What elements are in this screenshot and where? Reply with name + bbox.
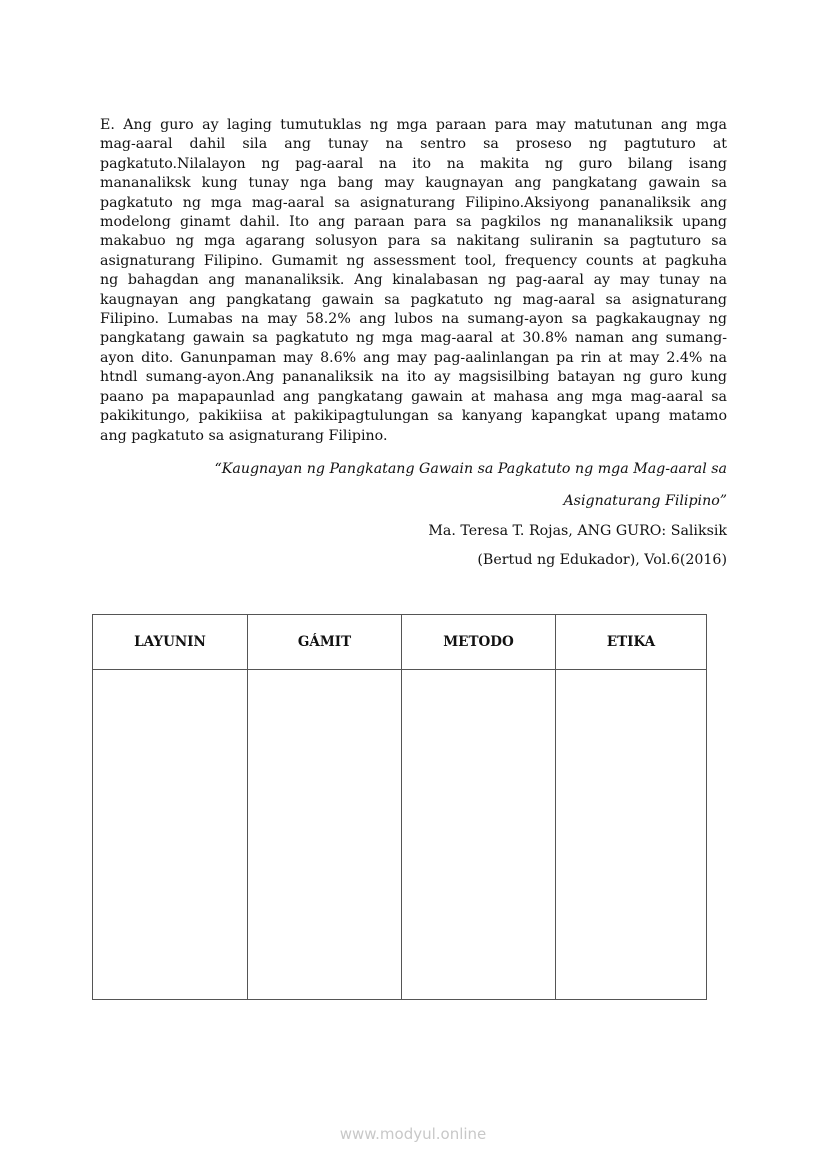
paragraph-line: ng bahagdan ang mananaliksik. Ang kinalabasan ng pag-aaral ay may tunay na bbox=[100, 272, 727, 289]
abstract-paragraph bbox=[100, 116, 727, 446]
worksheet-table bbox=[92, 614, 707, 1000]
paragraph-line: asignaturang Filipino. Gumamit ng assessment tool, frequency counts at pagkuha bbox=[100, 252, 727, 269]
citation-title-line2: Asignaturang Filipino” bbox=[563, 493, 727, 509]
paragraph-line: makabuo ng mga agarang solusyon para sa nakitang suliranin sa pagtuturo sa bbox=[100, 233, 727, 250]
cell-etika[interactable] bbox=[556, 670, 707, 1000]
citation-title-line1: “Kaugnayan ng Pangkatang Gawain sa Pagkatuto ng mga Mag-aaral sa bbox=[214, 461, 727, 477]
header-layunin: LAYUNIN bbox=[93, 615, 248, 670]
paragraph-line: E. Ang guro ay laging tumutuklas ng mga paraan para may matutunan ang mga bbox=[100, 117, 727, 133]
watermark: www.modyul.online bbox=[339, 1125, 487, 1143]
header-metodo: METODO bbox=[402, 615, 556, 670]
table-row bbox=[93, 670, 707, 1000]
paragraph-line: Filipino. Lumabas na may 58.2% ang lubos na sumang-ayon sa pagkakaugnay ng bbox=[100, 311, 727, 328]
paragraph-line: ang pagkatuto sa asignaturang Filipino. bbox=[100, 427, 388, 444]
header-etika: ETIKA bbox=[556, 615, 707, 670]
paragraph-line: ayon dito. Ganunpaman may 8.6% ang may pag-aalinlangan pa rin at may 2.4% na bbox=[100, 349, 727, 366]
paragraph-line: modelong ginamt dahil. Ito ang paraan para sa pagkilos ng mananaliksik upang bbox=[100, 214, 727, 231]
header-gamit: GÁMIT bbox=[248, 615, 402, 670]
cell-metodo[interactable] bbox=[402, 670, 556, 1000]
table-header-row bbox=[93, 615, 707, 670]
paragraph-line: pagkatuto.Nilalayon ng pag-aaral na ito na makita ng guro bilang isang bbox=[100, 155, 727, 172]
paragraph-line: mag-aaral dahil sila ang tunay na sentro sa proseso ng pagtuturo at bbox=[100, 136, 727, 153]
paragraph-line: pangkatang gawain sa pagkatuto ng mga mag-aaral at 30.8% naman ang sumang- bbox=[100, 330, 727, 347]
paragraph-line: pagkatuto ng mga mag-aaral sa asignaturang Filipino.Aksiyong pananaliksik ang bbox=[100, 194, 727, 211]
citation-source: (Bertud ng Edukador), Vol.6(2016) bbox=[477, 552, 727, 568]
paragraph-line: htndl sumang-ayon.Ang pananaliksik na ito ay magsisilbing batayan ng guro kung bbox=[100, 369, 727, 386]
citation-author: Ma. Teresa T. Rojas, ANG GURO: Saliksik bbox=[428, 523, 727, 539]
cell-layunin[interactable] bbox=[93, 670, 248, 1000]
paragraph-line: kaugnayan ang pangkatang gawain sa pagkatuto ng mag-aaral sa asignaturang bbox=[100, 291, 727, 308]
paragraph-line: pakikitungo, pakikiisa at pakikipagtulungan sa kanyang kapangkat upang matamo bbox=[100, 408, 727, 425]
paragraph-line: mananaliksk kung tunay nga bang may kaugnayan ang pangkatang gawain sa bbox=[100, 175, 727, 192]
paragraph-line: paano pa mapapaunlad ang pangkatang gawain at mahasa ang mga mag-aaral sa bbox=[100, 388, 727, 405]
cell-gamit[interactable] bbox=[248, 670, 402, 1000]
